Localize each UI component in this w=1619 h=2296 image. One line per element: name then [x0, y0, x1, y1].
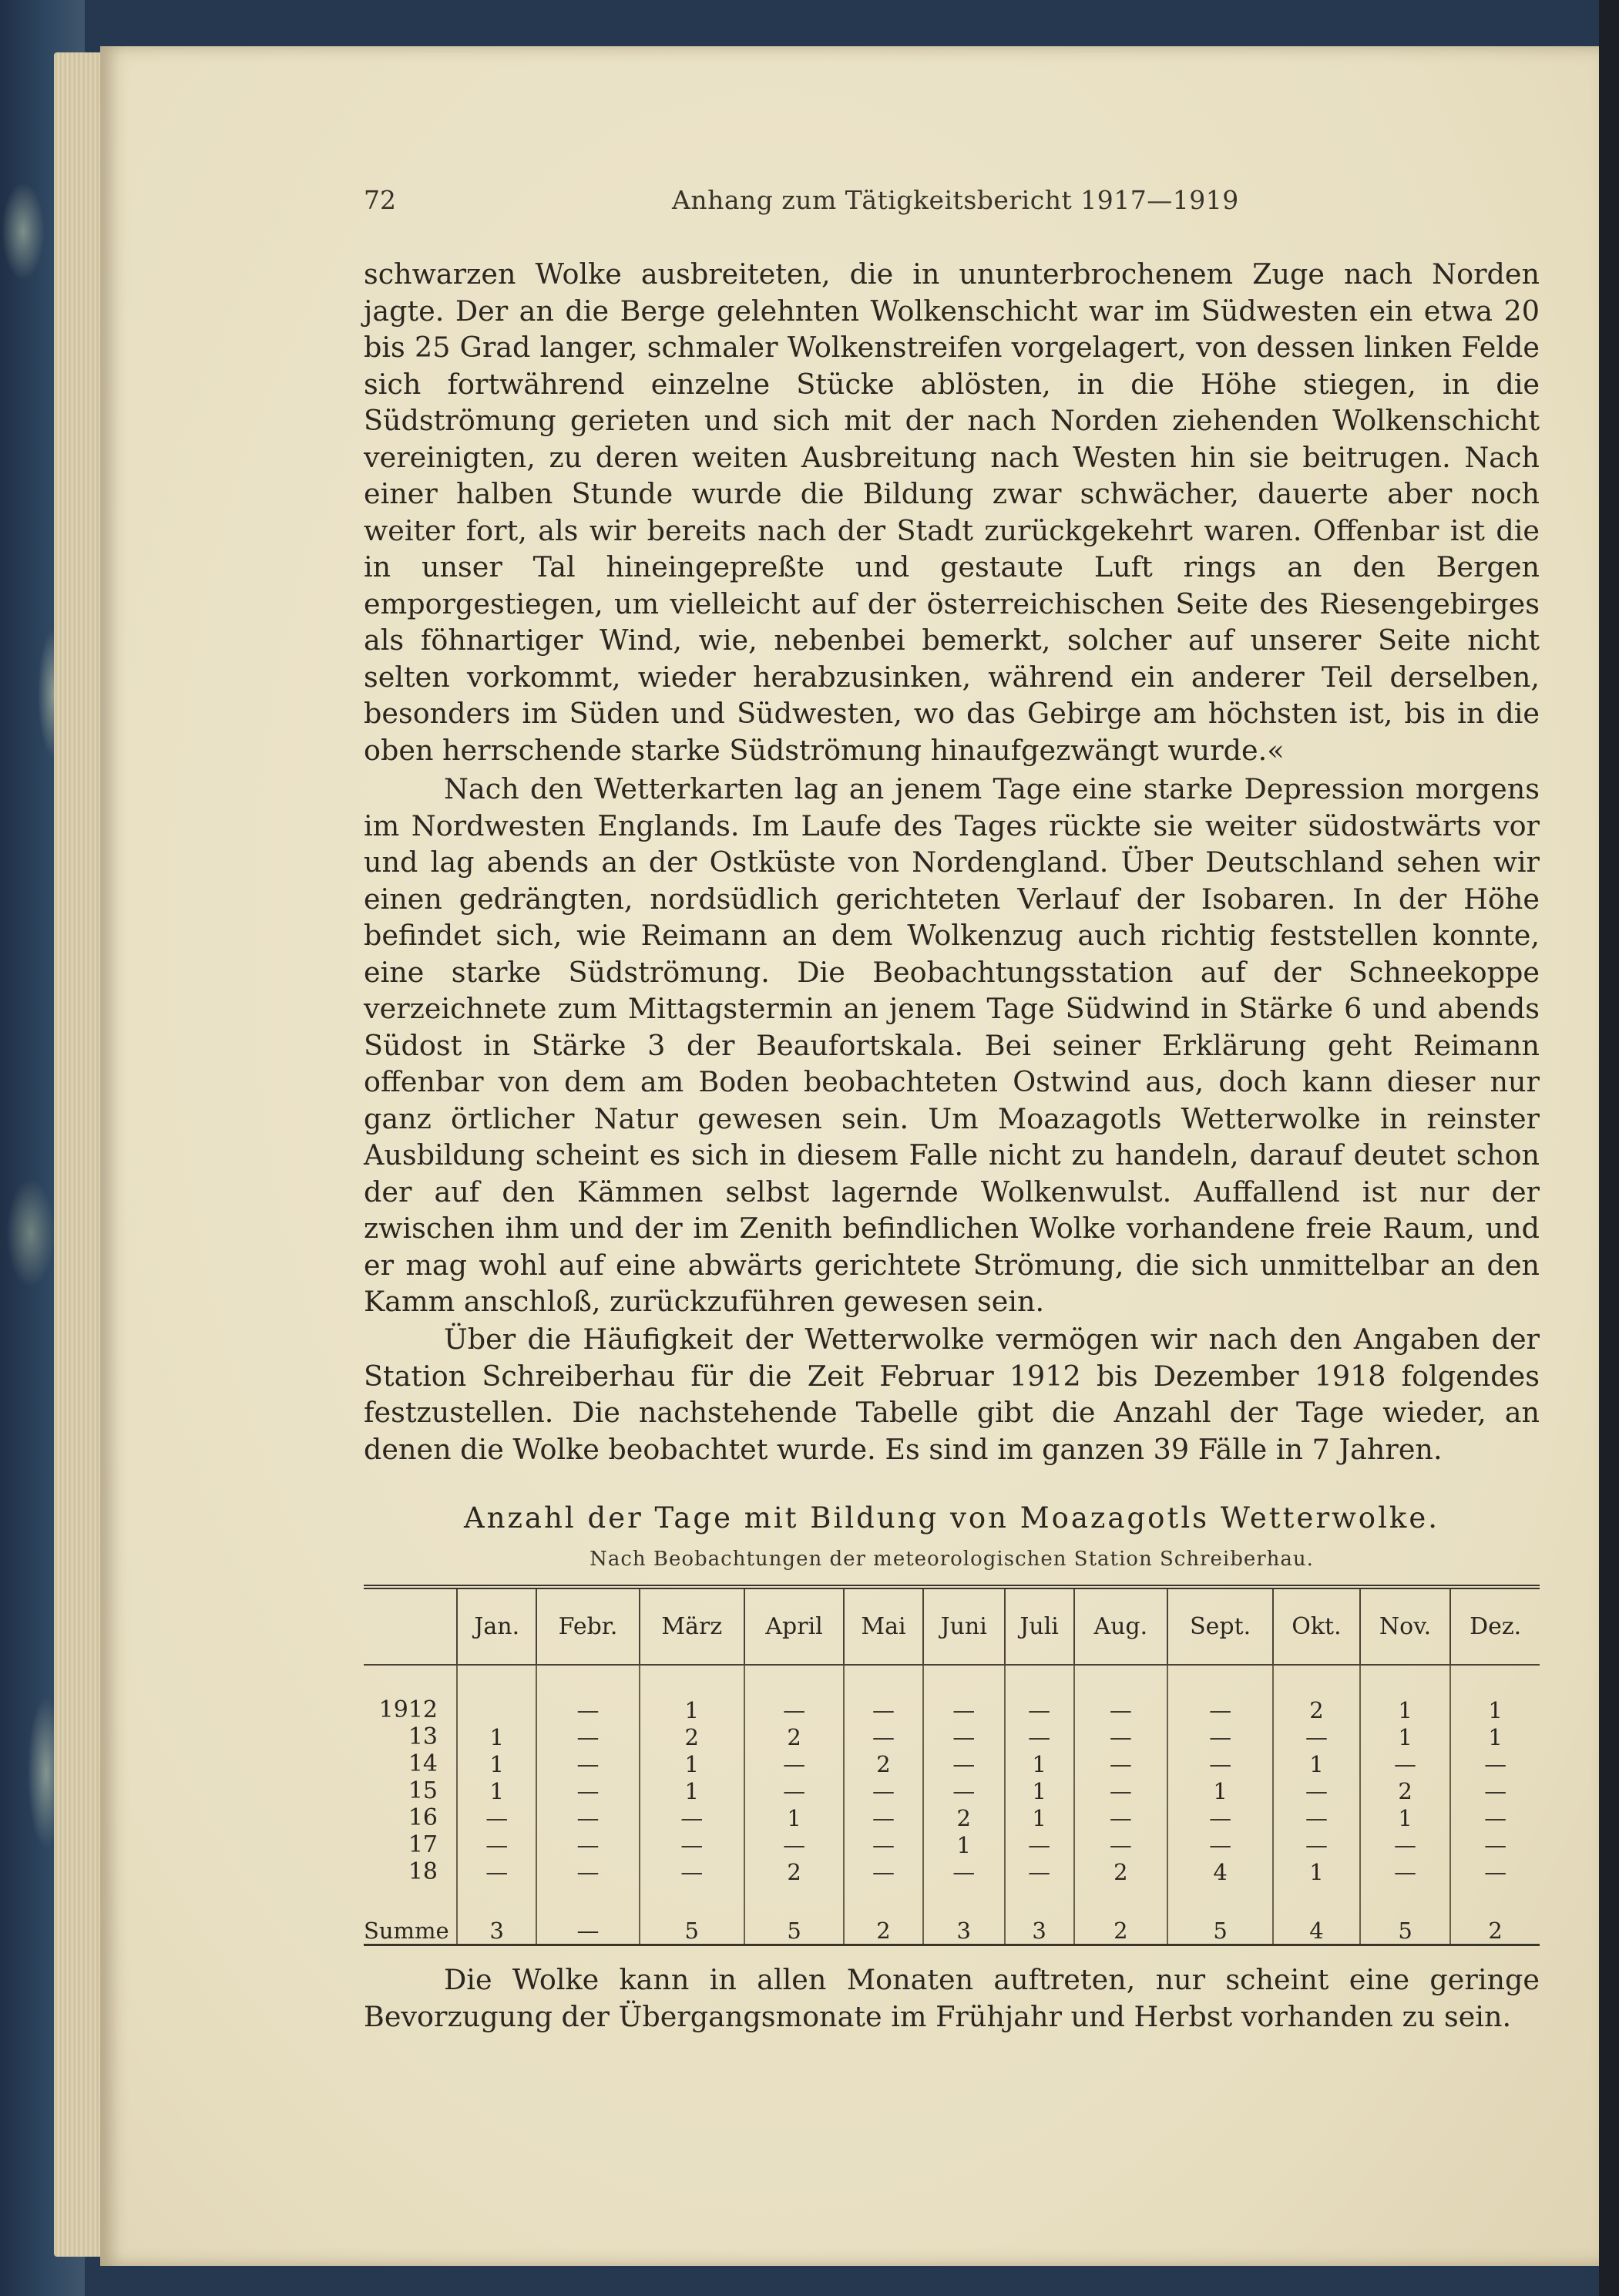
year-cell: 1912: [378, 1696, 438, 1723]
paragraph-text: Über die Häufigkeit der Wetterwolke vermögen wir nach den Angaben der Station Schreiberhau für die Zeit Februar 1912 bis Dezember 1918 folgendes festzustellen. Die nachstehende Tabelle gibt die Anzahl der Tage wieder, an denen die Wolke beobachtet wurde. Es sind im ganzen 39 Fälle in 7 Jahren.: [364, 1323, 1540, 1466]
count-cell: 1: [1167, 1777, 1273, 1804]
count-cell: —: [1167, 1665, 1273, 1723]
count-cell: —: [457, 1858, 536, 1885]
table-header-row: [364, 1587, 1540, 1665]
month-header: März: [640, 1587, 744, 1665]
count-cell: —: [923, 1777, 1005, 1804]
year-cell: 13: [408, 1723, 438, 1750]
table-row: [364, 1804, 1540, 1831]
sum-row: [364, 1885, 1540, 1945]
count-cell: —: [1005, 1858, 1074, 1885]
paragraph-text: schwarzen Wolke ausbreiteten, die in ununterbrochenem Zuge nach Norden jagte. Der an die Berge gelehnten Wolkenschicht war im Südwesten ein etwa 20 bis 25 Grad langer, schmaler Wolkenstreifen vorgelagert, von dessen linken Felde sich fortwährend einzelne Stücke ablösten, in die Höhe stiegen, in die Südströmung gerieten und sich mit der nach Norden ziehenden Wolkenschicht vereinigten, zu deren weiten Ausbreitung nach Westen hin sie beitrugen. Nach einer halben Stunde wurde die Bildung zwar schwächer, dauerte aber noch weiter fort, als wir bereits nach der Stadt zurückgekehrt waren. Offenbar ist die in unser Tal hineingepreßte und gestaute Luft rings an den Bergen emporgestiegen, um vielleicht auf der österreichischen Seite des Riesengebirges als föhnartiger Wind, wie, nebenbei bemerkt, solcher auf unserer Seite nicht selten vorkommt, wieder herabzusinken, während ein anderer Teil derselben, besonders im Süden und Südwesten, wo das Gebirge am höchsten ist, bis in die oben herrschende starke Südströmung hinaufgezwängt wurde.«: [364, 257, 1540, 767]
month-header: Okt.: [1273, 1587, 1360, 1665]
year-column-header: [364, 1587, 457, 1665]
month-header: Nov.: [1360, 1587, 1450, 1665]
count-cell: —: [1074, 1665, 1168, 1723]
paragraph-text: Nach den Wetterkarten lag an jenem Tage eine starke Depression morgens im Nordwesten Englands. Im Laufe des Tages rückte sie weiter südostwärts vor und lag abends an der Ostküste von Nordengland. Über Deutschland sehen wir einen gedrängten, nordsüdlich gerichteten Verlauf der Isobaren. In der Höhe befindet sich, wie Reimann an dem Wolkenzug auch richtig feststellen konnte, eine starke Südströmung. Die Beobachtungsstation auf der Schneekoppe verzeichnete zum Mittagstermin an jenem Tage Südwind in Stärke 6 und abends Südost in Stärke 3 der Beaufortskala. Bei seiner Erklärung geht Reimann offenbar von dem am Boden beobachteten Ostwind aus, doch kann dieser nur ganz örtlicher Natur gewesen sein. Um Moazagotls Wetterwolke in reinster Ausbildung scheint es sich in diesem Falle nicht zu handeln, darauf deutet schon der auf den Kämmen selbst lagernde Wolkenwulst. Auffallend ist nur der zwischen ihm und der im Zenith befindlichen Wolke vorhandene freie Raum, und er mag wohl auf eine abwärts gerichtete Strömung, die sich unmittelbar an den Kamm anschloß, zurückzuführen gewesen sein.: [364, 772, 1540, 1318]
count-cell: —: [923, 1750, 1005, 1777]
table-subtitle: Nach Beobachtungen der meteorologischen Station Schreiberhau.: [589, 1548, 1314, 1571]
sum-cell: 2: [1074, 1885, 1168, 1945]
count-cell: —: [536, 1665, 639, 1723]
page-number: 72: [364, 185, 396, 215]
count-cell: —: [844, 1777, 923, 1804]
count-cell: —: [844, 1665, 923, 1723]
table-row: [364, 1750, 1540, 1777]
count-cell: —: [1074, 1777, 1168, 1804]
paragraph-4: [364, 1962, 1540, 2035]
count-cell: 1: [923, 1831, 1005, 1858]
count-cell: 1: [1450, 1665, 1540, 1723]
page-header: [364, 185, 1535, 216]
count-cell: 1: [1005, 1804, 1074, 1831]
table-body: [364, 1665, 1540, 1945]
count-cell: 1: [1273, 1750, 1360, 1777]
count-cell: —: [923, 1858, 1005, 1885]
count-cell: 1: [457, 1750, 536, 1777]
count-cell: 1: [457, 1777, 536, 1804]
count-cell: —: [1273, 1831, 1360, 1858]
sum-cell: 5: [640, 1885, 744, 1945]
count-cell: 1: [744, 1804, 844, 1831]
count-cell: —: [1167, 1750, 1273, 1777]
count-cell: 1: [640, 1750, 744, 1777]
count-cell: —: [1167, 1831, 1273, 1858]
count-cell: —: [1005, 1831, 1074, 1858]
count-cell: —: [844, 1723, 923, 1750]
count-cell: —: [844, 1831, 923, 1858]
sum-cell: 3: [1005, 1885, 1074, 1945]
sum-cell: 2: [844, 1885, 923, 1945]
count-cell: 1: [640, 1777, 744, 1804]
count-cell: —: [1074, 1750, 1168, 1777]
year-cell: 15: [408, 1777, 438, 1804]
paragraph-text: Die Wolke kann in allen Monaten auftreten, nur scheint eine geringe Bevorzugung der Übergangsmonate im Frühjahr und Herbst vorhanden zu sein.: [364, 1963, 1540, 2033]
count-cell: —: [1074, 1831, 1168, 1858]
count-cell: 1: [1450, 1723, 1540, 1750]
count-cell: —: [923, 1665, 1005, 1723]
count-cell: —: [1450, 1804, 1540, 1831]
count-cell: —: [1005, 1665, 1074, 1723]
count-cell: 1: [640, 1665, 744, 1723]
count-cell: —: [1360, 1750, 1450, 1777]
count-cell: —: [744, 1665, 844, 1723]
count-cell: —: [640, 1804, 744, 1831]
count-cell: —: [1450, 1831, 1540, 1858]
count-cell: 1: [1005, 1777, 1074, 1804]
count-cell: 1: [457, 1723, 536, 1750]
count-cell: —: [1273, 1723, 1360, 1750]
count-cell: —: [744, 1750, 844, 1777]
paragraph-1: [364, 256, 1540, 768]
paragraph-2: [364, 771, 1540, 1320]
count-cell: —: [1167, 1723, 1273, 1750]
count-cell: —: [1167, 1804, 1273, 1831]
count-cell: —: [844, 1858, 923, 1885]
count-cell: —: [536, 1750, 639, 1777]
count-cell: —: [1450, 1858, 1540, 1885]
sum-cell: 2: [1450, 1885, 1540, 1945]
count-cell: —: [1005, 1723, 1074, 1750]
count-cell: —: [844, 1804, 923, 1831]
sum-cell: 3: [923, 1885, 1005, 1945]
count-cell: —: [1360, 1831, 1450, 1858]
count-cell: 2: [923, 1804, 1005, 1831]
count-cell: —: [1273, 1804, 1360, 1831]
year-cell: 18: [408, 1858, 438, 1885]
count-cell: —: [536, 1831, 639, 1858]
table-row: [364, 1665, 1540, 1723]
count-cell: —: [1074, 1723, 1168, 1750]
sum-cell: 3: [457, 1885, 536, 1945]
table-row: [364, 1723, 1540, 1750]
count-cell: —: [536, 1804, 639, 1831]
count-cell: —: [923, 1723, 1005, 1750]
sum-cell: 5: [1360, 1885, 1450, 1945]
table-row: [364, 1831, 1540, 1858]
count-cell: —: [1360, 1858, 1450, 1885]
count-cell: —: [457, 1831, 536, 1858]
count-cell: 2: [744, 1723, 844, 1750]
count-cell: 1: [1273, 1858, 1360, 1885]
count-cell: —: [640, 1858, 744, 1885]
table-title: Anzahl der Tage mit Bildung von Moazagotls Wetterwolke.: [463, 1501, 1439, 1535]
count-cell: 2: [640, 1723, 744, 1750]
sum-label: Summe: [364, 1918, 449, 1944]
count-cell: 1: [1005, 1750, 1074, 1777]
weather-cloud-table: [364, 1585, 1540, 1946]
count-cell: 1: [1360, 1804, 1450, 1831]
month-header: April: [744, 1587, 844, 1665]
count-cell: —: [640, 1831, 744, 1858]
sum-cell: —: [536, 1885, 639, 1945]
month-header: Aug.: [1074, 1587, 1168, 1665]
count-cell: 2: [1074, 1858, 1168, 1885]
scan-border: [1599, 0, 1619, 2296]
month-header: Febr.: [536, 1587, 639, 1665]
count-cell: —: [1074, 1804, 1168, 1831]
count-cell: —: [536, 1858, 639, 1885]
sum-cell: 5: [744, 1885, 844, 1945]
count-cell: —: [744, 1777, 844, 1804]
count-cell: 2: [1360, 1777, 1450, 1804]
count-cell: —: [1273, 1777, 1360, 1804]
year-cell: 14: [408, 1750, 438, 1777]
sum-cell: 5: [1167, 1885, 1273, 1945]
count-cell: 4: [1167, 1858, 1273, 1885]
count-cell: —: [744, 1831, 844, 1858]
year-cell: 16: [408, 1804, 438, 1831]
count-cell: —: [1450, 1750, 1540, 1777]
month-header: Dez.: [1450, 1587, 1540, 1665]
month-header: Jan.: [457, 1587, 536, 1665]
count-cell: —: [457, 1804, 536, 1831]
month-header: Juli: [1005, 1587, 1074, 1665]
month-header: Juni: [923, 1587, 1005, 1665]
paragraph-3: [364, 1321, 1540, 1467]
count-cell: [457, 1665, 536, 1723]
count-cell: —: [536, 1777, 639, 1804]
table-row: [364, 1858, 1540, 1885]
count-cell: —: [1450, 1777, 1540, 1804]
table-row: [364, 1777, 1540, 1804]
sum-cell: 4: [1273, 1885, 1360, 1945]
count-cell: 1: [1360, 1723, 1450, 1750]
year-cell: 17: [408, 1831, 438, 1858]
count-cell: 2: [744, 1858, 844, 1885]
month-header: Mai: [844, 1587, 923, 1665]
month-header: Sept.: [1167, 1587, 1273, 1665]
count-cell: 2: [1273, 1665, 1360, 1723]
count-cell: 2: [844, 1750, 923, 1777]
count-cell: —: [536, 1723, 639, 1750]
running-head: Anhang zum Tätigkeitsbericht 1917—1919: [672, 185, 1239, 215]
count-cell: 1: [1360, 1665, 1450, 1723]
